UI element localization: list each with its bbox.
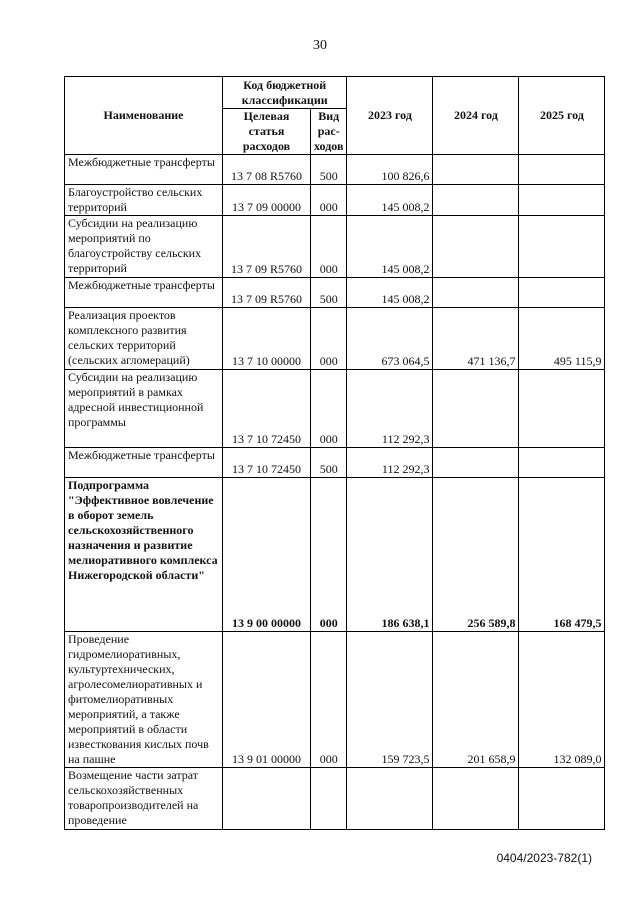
row-vid: 000 (311, 308, 347, 370)
header-2025: 2025 год (519, 77, 605, 155)
row-name: Возмещение части затрат сельскохозяйственных товаропроизводителей на проведение (65, 768, 223, 830)
row-2025 (519, 185, 605, 216)
row-2024 (433, 448, 519, 478)
row-name: Межбюджетные трансферты (65, 278, 223, 308)
table-row (65, 278, 605, 308)
row-code: 13 7 10 72450 (223, 448, 311, 478)
row-code (223, 768, 311, 830)
row-2024 (433, 278, 519, 308)
row-name: Межбюджетные трансферты (65, 155, 223, 185)
row-2024 (433, 370, 519, 448)
row-2023 (347, 768, 433, 830)
table-row-subprogram (65, 478, 605, 632)
table-row (65, 632, 605, 768)
row-2023: 100 826,6 (347, 155, 433, 185)
row-vid: 000 (311, 216, 347, 278)
row-2023: 112 292,3 (347, 370, 433, 448)
table-row (65, 370, 605, 448)
header-name: Наименование (65, 77, 223, 155)
row-2023: 159 723,5 (347, 632, 433, 768)
row-name: Подпрограмма "Эффективное вовлечение в оборот земель сельскохозяйственного назначения и развитие мелиоративного комплекса Нижегородской области" (65, 478, 223, 632)
row-2025 (519, 448, 605, 478)
row-name: Проведение гидромелиоративных, культуртехнических, агролесомелиоративных и фитомелиоративных мероприятий, а также мероприятий в области известкования кислых почв на пашне (65, 632, 223, 768)
document-code: 0404/2023-782(1) (496, 851, 592, 865)
row-2024 (433, 155, 519, 185)
row-code: 13 9 01 00000 (223, 632, 311, 768)
row-vid: 500 (311, 448, 347, 478)
row-vid: 000 (311, 185, 347, 216)
row-2025 (519, 370, 605, 448)
row-2024: 201 658,9 (433, 632, 519, 768)
row-code: 13 7 10 00000 (223, 308, 311, 370)
row-2023: 673 064,5 (347, 308, 433, 370)
row-vid: 500 (311, 278, 347, 308)
row-2024: 471 136,7 (433, 308, 519, 370)
row-name: Субсидии на реализацию мероприятий в рамках адресной инвестиционной программы (65, 370, 223, 448)
row-2023: 145 008,2 (347, 216, 433, 278)
table-row (65, 185, 605, 216)
row-vid: 500 (311, 155, 347, 185)
row-name: Субсидии на реализацию мероприятий по благоустройству сельских территорий (65, 216, 223, 278)
row-2025 (519, 278, 605, 308)
row-vid (311, 768, 347, 830)
row-2024 (433, 216, 519, 278)
row-vid: 000 (311, 370, 347, 448)
row-2025: 132 089,0 (519, 632, 605, 768)
row-code: 13 7 08 R5760 (223, 155, 311, 185)
table-row (65, 768, 605, 830)
row-name: Реализация проектов комплексного развития сельских территорий (сельских агломераций) (65, 308, 223, 370)
row-2023: 145 008,2 (347, 185, 433, 216)
budget-table (64, 76, 605, 830)
row-2023: 112 292,3 (347, 448, 433, 478)
row-code: 13 7 10 72450 (223, 370, 311, 448)
row-2024 (433, 768, 519, 830)
row-2025 (519, 155, 605, 185)
row-2025: 495 115,9 (519, 308, 605, 370)
header-2024: 2024 год (433, 77, 519, 155)
row-2024 (433, 185, 519, 216)
row-name: Благоустройство сельских территорий (65, 185, 223, 216)
row-2025 (519, 216, 605, 278)
header-expense-type: Вид рас-ходов (311, 109, 347, 155)
row-name: Межбюджетные трансферты (65, 448, 223, 478)
header-budget-code: Код бюджетной классификации (223, 77, 347, 109)
row-2023: 145 008,2 (347, 278, 433, 308)
row-code: 13 9 00 00000 (223, 478, 311, 632)
table-row (65, 308, 605, 370)
row-2023: 186 638,1 (347, 478, 433, 632)
row-code: 13 7 09 R5760 (223, 278, 311, 308)
row-vid: 000 (311, 632, 347, 768)
row-code: 13 7 09 R5760 (223, 216, 311, 278)
table-row (65, 155, 605, 185)
header-target-article: Целевая статья расходов (223, 109, 311, 155)
row-vid: 000 (311, 478, 347, 632)
row-2024: 256 589,8 (433, 478, 519, 632)
table-row (65, 448, 605, 478)
header-2023: 2023 год (347, 77, 433, 155)
row-code: 13 7 09 00000 (223, 185, 311, 216)
row-2025: 168 479,5 (519, 478, 605, 632)
row-2025 (519, 768, 605, 830)
table-row (65, 216, 605, 278)
page-number: 30 (313, 38, 327, 53)
